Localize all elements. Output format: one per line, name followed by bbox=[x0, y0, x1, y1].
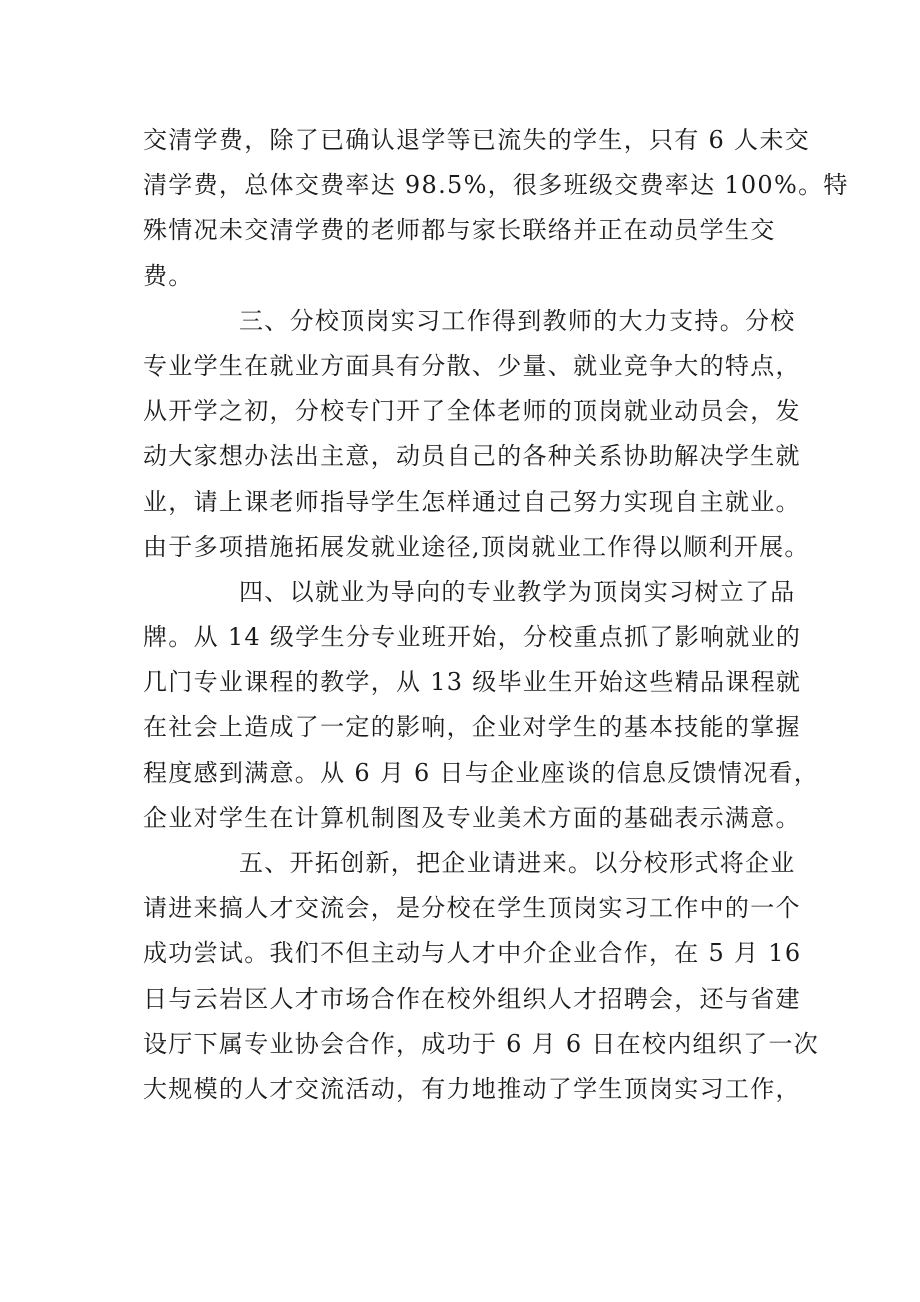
document-body bbox=[143, 118, 849, 1112]
text-line: 动大家想办法出主意，动员自己的各种关系协助解决学生就 bbox=[143, 442, 801, 471]
text-line: 专业学生在就业方面具有分散、少量、就业竞争大的特点， bbox=[143, 351, 801, 380]
text-line: 由于多项措施拓展发就业途径,顶岗就业工作得以顺利开展。 bbox=[143, 532, 810, 561]
text-line: 大规模的人才交流活动，有力地推动了学生顶岗实习工作， bbox=[143, 1074, 801, 1103]
text-line: 日与云岩区人才市场合作在校外组织人才招聘会，还与省建 bbox=[143, 984, 801, 1013]
text-line: 清学费，总体交费率达 98.5%，很多班级交费率达 100%。特 bbox=[143, 171, 849, 200]
text-line: 从开学之初，分校专门开了全体老师的顶岗就业动员会，发 bbox=[143, 397, 801, 426]
text-line: 成功尝试。我们不但主动与人才中介企业合作，在 5 月 16 bbox=[143, 939, 802, 968]
section-heading-line: 五、开拓创新，把企业请进来。以分校形式将企业 bbox=[239, 849, 796, 877]
text-line: 费。 bbox=[143, 261, 194, 290]
text-line: 设厅下属专业协会合作，成功于 6 月 6 日在校内组织了一次 bbox=[143, 1029, 820, 1058]
text-line: 交清学费，除了已确认退学等已流失的学生，只有 6 人未交 bbox=[143, 126, 810, 154]
text-line: 企业对学生在计算机制图及专业美术方面的基础表示满意。 bbox=[143, 803, 801, 832]
section-heading-line: 四、以就业为导向的专业教学为顶岗实习树立了品 bbox=[239, 577, 796, 606]
text-line: 牌。从 14 级学生分专业班开始，分校重点抓了影响就业的 bbox=[143, 623, 802, 652]
text-line: 几门专业课程的教学，从 13 级毕业生开始这些精品课程就 bbox=[143, 668, 802, 697]
text-line: 程度感到满意。从 6 月 6 日与企业座谈的信息反馈情况看， bbox=[143, 758, 820, 787]
text-line: 请进来搞人才交流会，是分校在学生顶岗实习工作中的一个 bbox=[143, 894, 801, 923]
text-line: 业，请上课老师指导学生怎样通过自己努力实现自主就业。 bbox=[143, 487, 801, 516]
text-line: 殊情况未交清学费的老师都与家长联络并正在动员学生交 bbox=[143, 216, 776, 245]
section-heading-line: 三、分校顶岗实习工作得到教师的大力支持。分校 bbox=[239, 306, 796, 335]
text-line: 在社会上造成了一定的影响，企业对学生的基本技能的掌握 bbox=[143, 713, 801, 742]
